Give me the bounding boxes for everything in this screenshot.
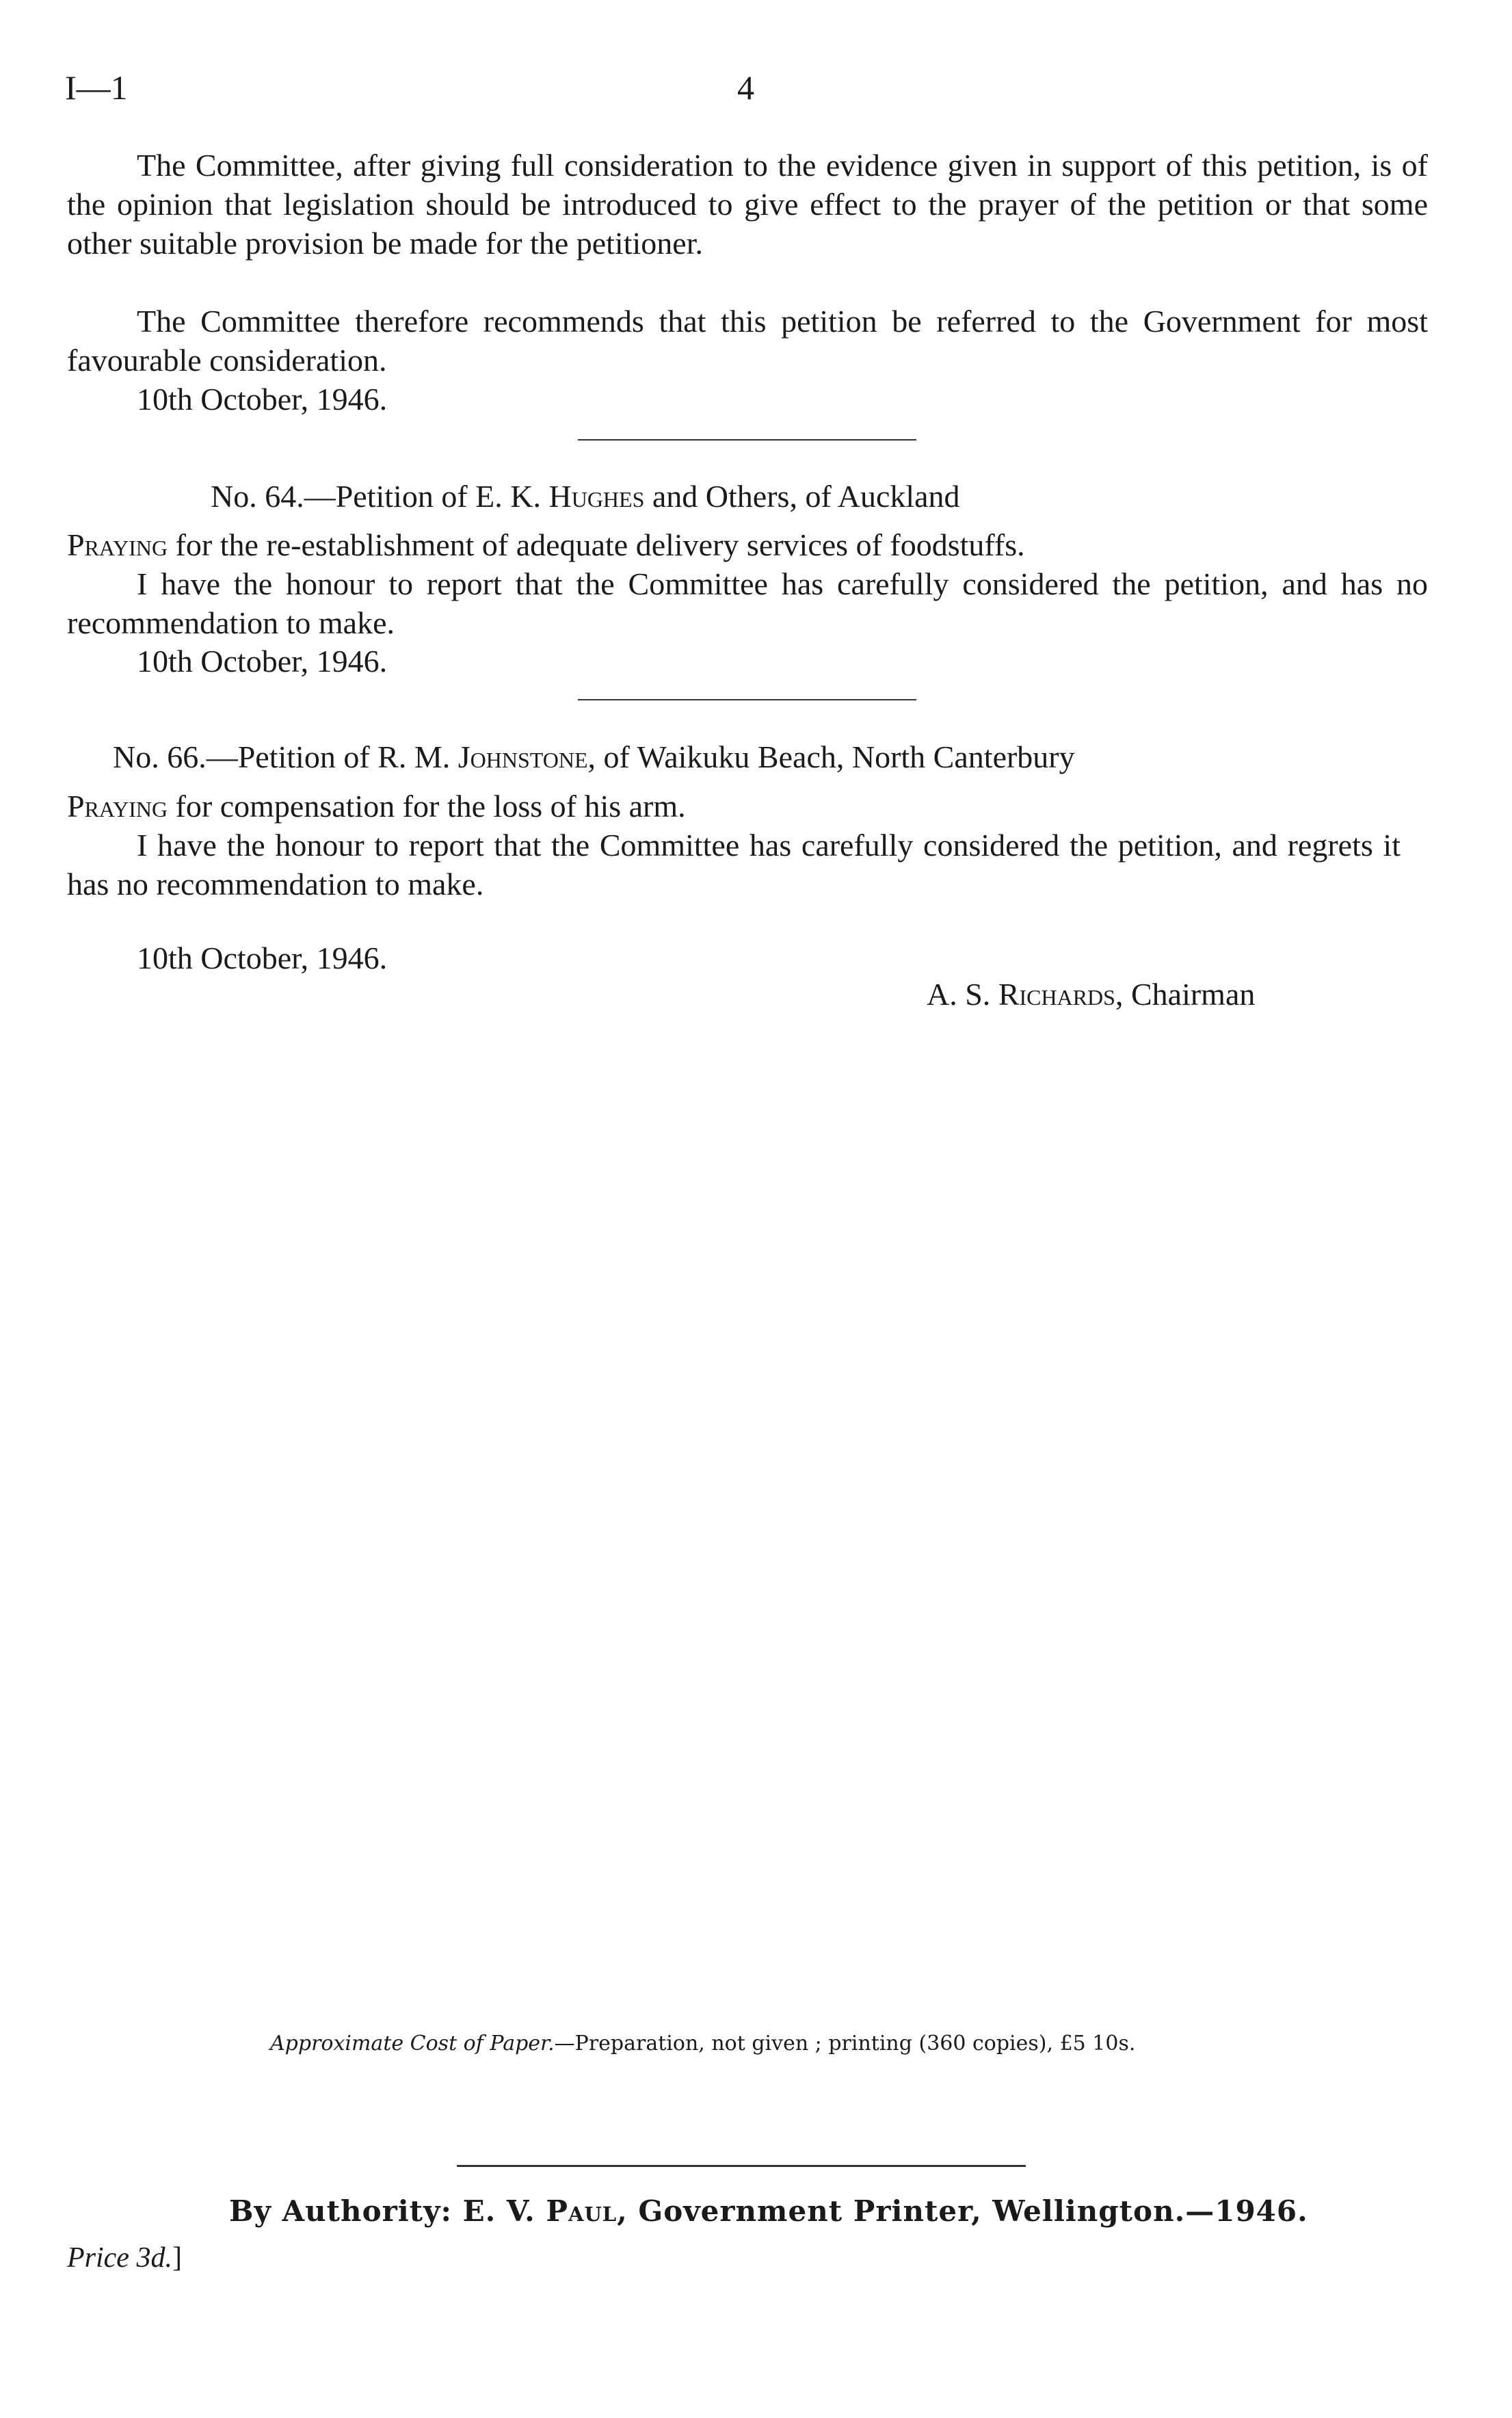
intro-paragraph-1: The Committee, after giving full consideration to the evidence given in support of this petition, is of the opinion that legislation should be introduced to give effect to the prayer of the petition or that some other suitable provision be made for the petitioner. bbox=[67, 148, 1428, 261]
divider-rule bbox=[578, 439, 916, 441]
divider-rule bbox=[578, 699, 916, 700]
intro-paragraph-2: The Committee therefore recommends that this petition be referred to the Government for most favourable consideration. bbox=[67, 304, 1428, 378]
authority-suffix: , Government Printer, Wellington.—1946. bbox=[617, 2194, 1308, 2228]
petition-64-date: 10th October, 1946. bbox=[137, 644, 388, 679]
page-number: 4 bbox=[737, 68, 754, 107]
petition-66-heading-prefix: No. 66.—Petition of R. M. bbox=[113, 739, 451, 774]
chairman-signature bbox=[927, 975, 1255, 1014]
printer-authority bbox=[229, 2194, 1308, 2229]
signature-surname: Richards bbox=[998, 977, 1115, 1012]
praying-text: for compensation for the loss of his arm. bbox=[175, 789, 686, 824]
petition-66-heading-suffix: , of Waikuku Beach, North Canterbury bbox=[587, 739, 1075, 774]
authority-prefix: By Authority: E. V. bbox=[229, 2194, 535, 2228]
petition-66-praying bbox=[67, 787, 686, 826]
signature-initials: A. S. bbox=[927, 977, 991, 1012]
printer-name: Paul bbox=[546, 2194, 618, 2228]
price-label: Price 3d. bbox=[67, 2242, 172, 2274]
price bbox=[67, 2239, 182, 2278]
praying-text: for the re-establishment of adequate delivery services of foodstuffs. bbox=[175, 527, 1025, 562]
petition-64-heading-suffix: and Others, of Auckland bbox=[652, 479, 960, 514]
footer-rule bbox=[457, 2165, 1026, 2167]
intro-date: 10th October, 1946. bbox=[137, 382, 388, 417]
price-bracket: ] bbox=[172, 2242, 182, 2274]
series-number: I—1 bbox=[65, 68, 128, 107]
signature-title: , Chairman bbox=[1115, 977, 1256, 1012]
petition-64-petitioner-name: Hughes bbox=[548, 479, 645, 514]
petition-64-heading-prefix: No. 64.—Petition of E. K. bbox=[211, 479, 541, 514]
cost-label: Approximate Cost of Paper. bbox=[270, 2032, 555, 2055]
petition-64-report: I have the honour to report that the Committee has carefully considered the petition, and has no recommendation to make. bbox=[67, 566, 1428, 640]
praying-word: Praying bbox=[67, 527, 168, 562]
petition-66-heading bbox=[113, 737, 1075, 776]
cost-text: —Preparation, not given ; printing (360 copies), £5 10s. bbox=[554, 2032, 1136, 2055]
petition-66-date: 10th October, 1946. bbox=[137, 941, 388, 975]
petition-64-heading bbox=[211, 477, 960, 516]
cost-of-paper-note bbox=[270, 2032, 1135, 2056]
praying-word: Praying bbox=[67, 789, 168, 824]
petition-66-report: I have the honour to report that the Committee has carefully considered the petition, and regrets it has no recommendation to make. bbox=[67, 828, 1401, 902]
petition-64-praying bbox=[67, 525, 1025, 564]
petition-66-petitioner-name: Johnstone bbox=[457, 739, 588, 774]
